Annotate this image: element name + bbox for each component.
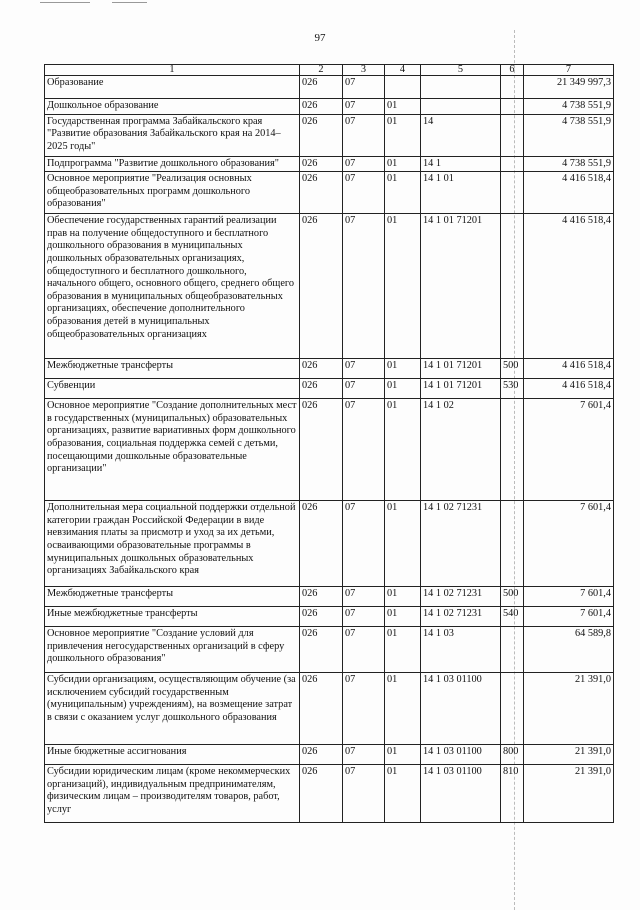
page-number: 97 (314, 32, 326, 44)
cell-target-article: 14 1 02 71231 (421, 607, 501, 627)
scan-artifact-line (112, 2, 147, 3)
column-header: 7 (524, 65, 614, 76)
column-header: 2 (300, 65, 343, 76)
cell-target-article: 14 1 01 71201 (421, 214, 501, 359)
table-row (45, 607, 614, 627)
cell-section: 07 (343, 673, 385, 745)
cell-section: 07 (343, 765, 385, 823)
cell-subsection: 01 (385, 607, 421, 627)
cell-code: 026 (300, 765, 343, 823)
table-row (45, 214, 614, 359)
cell-amount: 7 601,4 (524, 501, 614, 587)
cell-code: 026 (300, 745, 343, 765)
cell-section: 07 (343, 172, 385, 214)
cell-section: 07 (343, 745, 385, 765)
row-name: Межбюджетные трансферты (45, 587, 300, 607)
cell-code: 026 (300, 673, 343, 745)
table-row (45, 156, 614, 172)
cell-section: 07 (343, 156, 385, 172)
cell-expense-type: 500 (501, 359, 524, 379)
cell-subsection: 01 (385, 359, 421, 379)
cell-expense-type (501, 76, 524, 99)
cell-expense-type: 540 (501, 607, 524, 627)
row-name: Обеспечение государственных гарантий реализации прав на получение общедоступного и бесплатного дошкольного образования в муниципальных дошкольных образовательных организациях, общедоступного и бесплатного дошкольного, начального общего, основного общего, среднего общего образования в муниципальных общеобразовательных организациях, обеспечение дополнительного образования детей в муниципальных общеобразовательных организациях (45, 214, 300, 359)
cell-subsection: 01 (385, 156, 421, 172)
cell-code: 026 (300, 501, 343, 587)
table-row (45, 172, 614, 214)
cell-section: 07 (343, 501, 385, 587)
table-row (45, 673, 614, 745)
cell-section: 07 (343, 214, 385, 359)
cell-target-article (421, 76, 501, 99)
cell-target-article: 14 1 02 71231 (421, 501, 501, 587)
cell-section: 07 (343, 99, 385, 115)
row-name: Основное мероприятие "Создание дополнительных мест в государственных (муниципальных) образовательных организациях, развитие вариативных форм дошкольного образования, социальная поддержка семей с детьми, посещающими дошкольные образовательные организации" (45, 399, 300, 501)
cell-target-article: 14 1 01 (421, 172, 501, 214)
cell-section: 07 (343, 399, 385, 501)
cell-code: 026 (300, 156, 343, 172)
cell-code: 026 (300, 359, 343, 379)
row-name: Субвенции (45, 379, 300, 399)
cell-amount: 4 416 518,4 (524, 214, 614, 359)
cell-subsection: 01 (385, 99, 421, 115)
table-header-row (45, 65, 614, 76)
column-header: 3 (343, 65, 385, 76)
row-name: Подпрограмма "Развитие дошкольного образования" (45, 156, 300, 172)
cell-subsection: 01 (385, 379, 421, 399)
cell-target-article: 14 1 02 (421, 399, 501, 501)
row-name: Государственная программа Забайкальского края "Развитие образования Забайкальского края на 2014–2025 годы" (45, 114, 300, 156)
cell-section: 07 (343, 114, 385, 156)
row-name: Субсидии юридическим лицам (кроме некоммерческих организаций), индивидуальным предпринимателям, физическим лицам – производителям товаров, работ, услуг (45, 765, 300, 823)
cell-expense-type (501, 627, 524, 673)
cell-subsection: 01 (385, 745, 421, 765)
cell-amount: 21 391,0 (524, 745, 614, 765)
cell-amount: 7 601,4 (524, 607, 614, 627)
column-header: 1 (45, 65, 300, 76)
cell-expense-type (501, 99, 524, 115)
row-name: Образование (45, 76, 300, 99)
table-row (45, 359, 614, 379)
cell-subsection: 01 (385, 587, 421, 607)
row-name: Субсидии организациям, осуществляющим обучение (за исключением субсидий государственным (муниципальным) учреждениям), на возмещение затрат в связи с оказанием услуг дошкольного образования (45, 673, 300, 745)
cell-amount: 4 416 518,4 (524, 379, 614, 399)
cell-subsection: 01 (385, 114, 421, 156)
cell-subsection: 01 (385, 399, 421, 501)
table-row (45, 99, 614, 115)
cell-expense-type: 800 (501, 745, 524, 765)
cell-subsection: 01 (385, 627, 421, 673)
cell-expense-type (501, 214, 524, 359)
cell-amount: 4 738 551,9 (524, 114, 614, 156)
cell-expense-type: 530 (501, 379, 524, 399)
cell-code: 026 (300, 399, 343, 501)
row-name: Иные бюджетные ассигнования (45, 745, 300, 765)
scan-artifact-line (40, 2, 90, 3)
table-row (45, 501, 614, 587)
cell-expense-type (501, 399, 524, 501)
table-row (45, 76, 614, 99)
cell-target-article (421, 99, 501, 115)
cell-section: 07 (343, 627, 385, 673)
cell-target-article: 14 1 01 71201 (421, 379, 501, 399)
column-header: 5 (421, 65, 501, 76)
cell-code: 026 (300, 214, 343, 359)
row-name: Иные межбюджетные трансферты (45, 607, 300, 627)
cell-target-article: 14 1 03 01100 (421, 745, 501, 765)
table-row (45, 765, 614, 823)
cell-code: 026 (300, 172, 343, 214)
cell-amount: 4 416 518,4 (524, 172, 614, 214)
cell-subsection: 01 (385, 214, 421, 359)
cell-target-article: 14 1 03 01100 (421, 765, 501, 823)
row-name: Межбюджетные трансферты (45, 359, 300, 379)
column-header: 6 (501, 65, 524, 76)
table-row (45, 745, 614, 765)
cell-section: 07 (343, 607, 385, 627)
budget-table (44, 64, 614, 823)
cell-expense-type (501, 673, 524, 745)
cell-subsection (385, 76, 421, 99)
cell-code: 026 (300, 76, 343, 99)
cell-amount: 21 349 997,3 (524, 76, 614, 99)
cell-code: 026 (300, 379, 343, 399)
cell-amount: 4 738 551,9 (524, 156, 614, 172)
table-row (45, 587, 614, 607)
cell-target-article: 14 1 02 71231 (421, 587, 501, 607)
cell-amount: 7 601,4 (524, 587, 614, 607)
cell-code: 026 (300, 607, 343, 627)
row-name: Основное мероприятие "Реализация основных общеобразовательных программ дошкольного образования" (45, 172, 300, 214)
cell-target-article: 14 1 03 (421, 627, 501, 673)
cell-expense-type (501, 172, 524, 214)
cell-code: 026 (300, 587, 343, 607)
row-name: Основное мероприятие "Создание условий для привлечения негосударственных организаций в сферу дошкольного образования" (45, 627, 300, 673)
table-body (45, 76, 614, 823)
cell-code: 026 (300, 114, 343, 156)
cell-section: 07 (343, 359, 385, 379)
cell-amount: 64 589,8 (524, 627, 614, 673)
row-name: Дополнительная мера социальной поддержки отдельной категории граждан Российской Федерации в виде невзимания платы за присмотр и уход за их детьми, осваивающими образовательные программы в муниципальных дошкольных образовательных организациях Забайкальского края (45, 501, 300, 587)
cell-target-article: 14 1 03 01100 (421, 673, 501, 745)
cell-subsection: 01 (385, 673, 421, 745)
table-row (45, 114, 614, 156)
cell-expense-type: 810 (501, 765, 524, 823)
cell-amount: 4 416 518,4 (524, 359, 614, 379)
cell-amount: 7 601,4 (524, 399, 614, 501)
cell-expense-type (501, 114, 524, 156)
cell-subsection: 01 (385, 765, 421, 823)
cell-code: 026 (300, 627, 343, 673)
cell-expense-type (501, 156, 524, 172)
cell-target-article: 14 (421, 114, 501, 156)
cell-target-article: 14 1 (421, 156, 501, 172)
column-header: 4 (385, 65, 421, 76)
cell-section: 07 (343, 76, 385, 99)
cell-expense-type: 500 (501, 587, 524, 607)
cell-expense-type (501, 501, 524, 587)
cell-subsection: 01 (385, 172, 421, 214)
cell-amount: 21 391,0 (524, 673, 614, 745)
row-name: Дошкольное образование (45, 99, 300, 115)
cell-subsection: 01 (385, 501, 421, 587)
cell-code: 026 (300, 99, 343, 115)
table-row (45, 627, 614, 673)
table-row (45, 399, 614, 501)
cell-section: 07 (343, 379, 385, 399)
table-row (45, 379, 614, 399)
cell-amount: 4 738 551,9 (524, 99, 614, 115)
cell-amount: 21 391,0 (524, 765, 614, 823)
cell-section: 07 (343, 587, 385, 607)
cell-target-article: 14 1 01 71201 (421, 359, 501, 379)
